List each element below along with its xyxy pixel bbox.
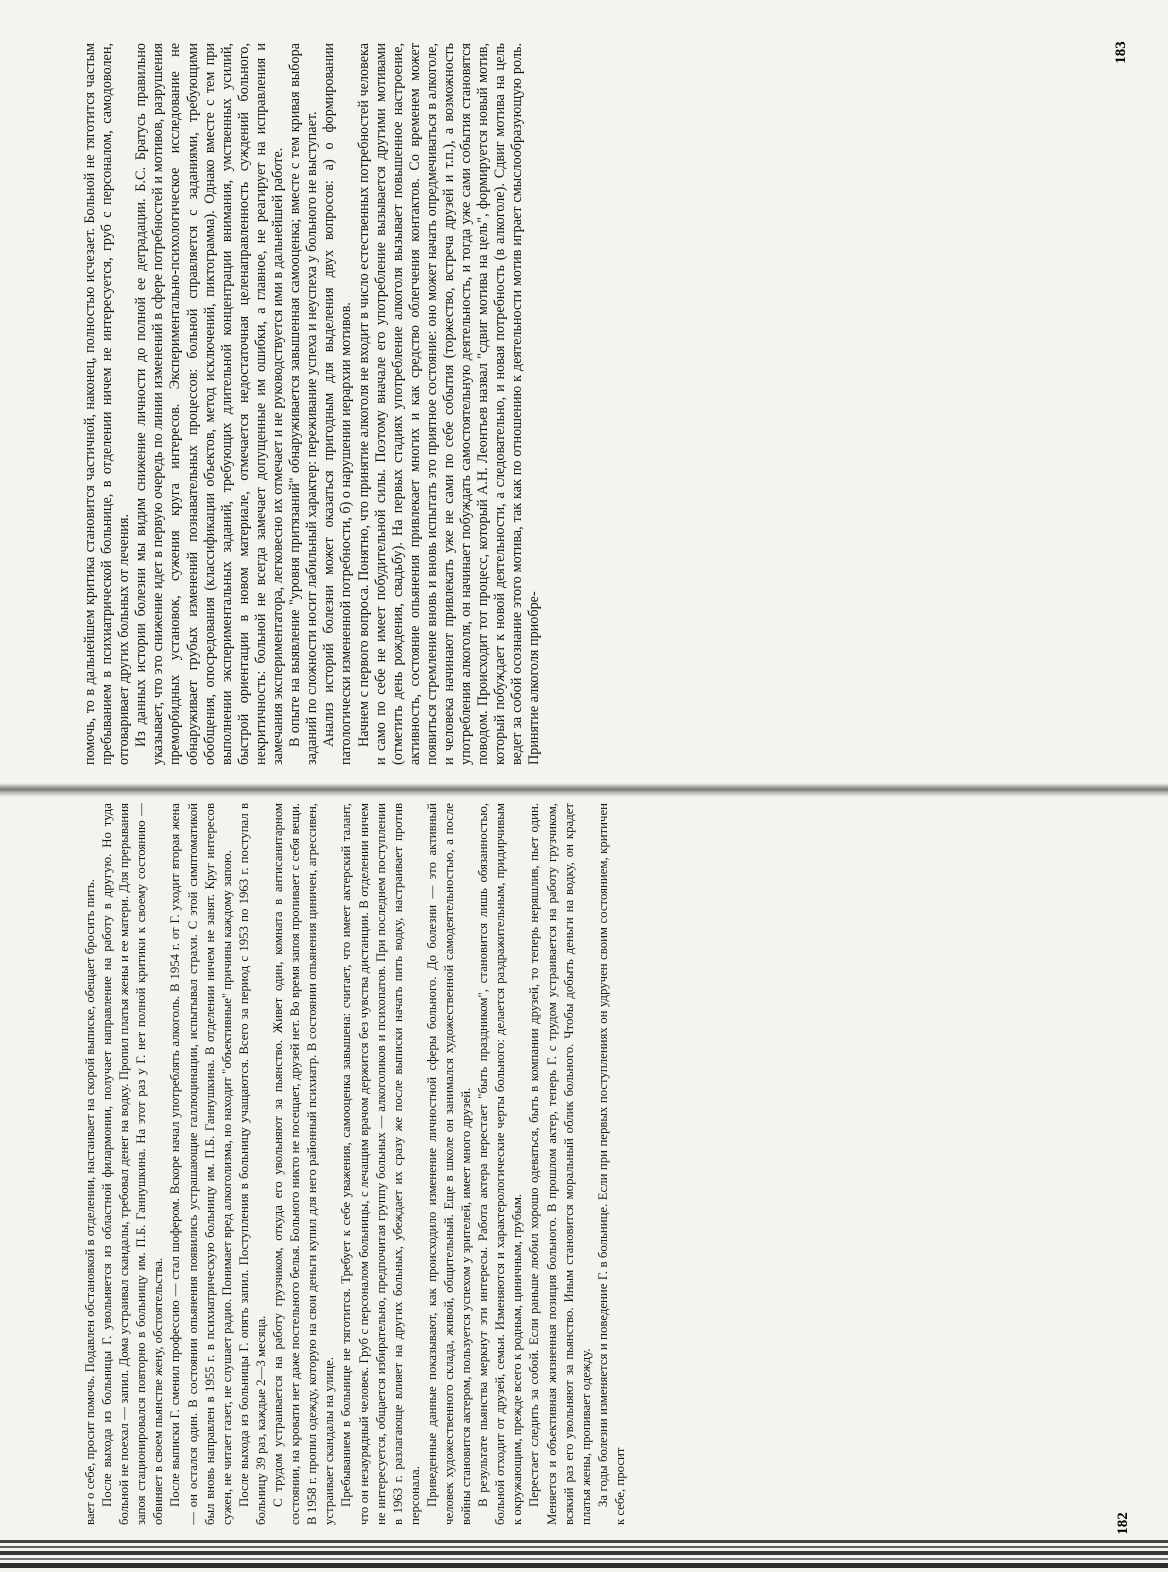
paragraph: После выхода из больницы Г. опять запил. Поступления в больницу учащаются. Всего за период с 1953 по 1963 г. поступал в больницу 39 раз, каждые 2—3 месяца. <box>236 803 268 1525</box>
paragraph: Анализ историй болезни может оказаться пригодным для выделения двух вопросов: а) о формировании патологически измененной потребности, б) о нарушении иерархии мотивов. <box>321 43 355 765</box>
paragraph: Перестает следить за собой. Если раньше любил хорошо одеваться, быть в компании друзей, то теперь неряшлив, пьет один. Меняется и объективная жизненная позиция больного. В прошлом актер, теперь Г. с трудом устраивается на работу грузчиком, всякий раз его увольняют за пьянство. Иным становится моральный облик больного. Чтобы добыть деньги на водку, он крадет платья жены, пропивает одежду. <box>527 803 593 1525</box>
paragraph: вает о себе, просит помочь. Подавлен обстановкой в отделении, настаивает на скорой выписке, обещает бросить пить. <box>83 879 97 1525</box>
paragraph: Пребыванием в больнице не тяготится. Требует к себе уважения, самооценка завышена: считает, что имеет актерский талант, что он незаурядный человек. Груб с персоналом больницы, с лечащим врачом держится без чувства дистанции. В отделении ничем не интересуется, общается избирательно, предпочитая группу больных — алкоголиков и психопатов. При последнем поступлении в 1963 г. разлагающе влияет на других больных, убеждает их сразу же после выписки начать пить водку, настраивает против персонала. <box>339 803 422 1525</box>
page-number-182: 182 <box>1114 1512 1131 1535</box>
paragraph: Начнем с первого вопроса. Понятно, что принятие алкоголя не входит в число естественных потребностей человека и само по себе не имеет побудительной силы. Поэтому вначале его употребление вызывается другими мотивами (отметить день рождения, свадьбу). На первых стадиях употребление алкоголя вызывает повышенное настроение, активность, состояние опьянения привлекает многих и как средство облегчения контактов. Со временем может появиться стремление вновь и вновь испытать это приятное состояние: оно может начать опредмечиваться в алкоголе, и человека начинают привлекать уже не сами по себе события (торжество, встреча друзей и т.п.), а возможность употребления алкоголя, он начинает побуждать самостоятельную деятельность, и тогда уже сами события становятся поводом. Происходит тот процесс, который А.Н. Леонтьев назвал "сдвиг мотива на цель", формируется новый мотив, который побуждает к новой деятельности, а следовательно, и новая потребность (в алкоголе). Сдвиг мотива на цель ведет за собой осознание этого мотива, так как по отношению к деятельности мотив играет смыслообразующую роль. Принятие алкоголя приобре- <box>355 43 543 765</box>
paragraph: За годы болезни изменяется и поведение Г. в больнице. Если при первых поступлениях он удручен своим состоянием, критичен к себе, просит <box>595 803 627 1525</box>
page-182-text <box>82 803 1132 1525</box>
paragraph: Из данных истории болезни мы видим снижение личности до полной ее деградации. Б.С. Братусь правильно указывает, что это снижение идет в первую очередь по линии изменений в сфере потребностей и мотивов, разрушения преморбидных установок, сужения круга интересов. Экспериментально-психологическое исследование не обнаруживает грубых изменений познавательных процессов: больной справляется с заданиями, требующими обобщения, опосредования (классификации объектов, метод исключений, пиктограмма). Однако вместе с тем при выполнении экспериментальных заданий, требующих длительной концентрации внимания, умственных усилий, быстрой ориентации в новом материале, отмечается недостаточная целенаправленность суждений больного, некритичность: больной не всегда замечает допущенные им ошибки, а главное, не реагирует на исправления и замечания экспериментатора, легковесно их отмечает и не руководствуется ими в дальнейшей работе. <box>133 43 287 765</box>
paragraph: В результате пьянства меркнут эти интересы. Работа актера перестает "быть праздником", становится лишь обязанностью, больной отходит от друзей, семьи. Изменяются и характерологические черты больного: делается раздражительным, придирчивым к окружающим, прежде всего к родным, циничным, грубым. <box>476 803 525 1525</box>
paragraph: С трудом устраивается на работу грузчиком, откуда его увольняют за пьянство. Живет один, комната в антисанитарном состоянии, на кровати нет даже постельного белья. Больного никто не посещает, друзей нет. Во время запоя пропивает с себя вещи. В 1958 г. пропил одежду, которую на свои деньги купил для него районный психиатр. В состоянии опьянения циничен, агрессивен, устраивает скандалы на улице. <box>271 803 337 1525</box>
paragraph: После выписки Г. сменил профессию — стал шофером. Вскоре начал употреблять алкоголь. В 1954 г. от Г. уходит вторая жена — он остался один. В состоянии опьянения появились устрашающие галлюцинации, испытывал страхи. С этой симптоматикой был вновь направлен в 1955 г. в психиатрическую больницу им. П.Б. Ганнушкина. В отделении ничем не занят. Круг интересов сужен, не читает газет, не слушает радио. Понимает вред алкоголизма, но находит "объективные" причины каждому запою. <box>168 803 234 1525</box>
page-183-text <box>82 43 1132 765</box>
paragraph: После выхода из больницы Г. увольняется из областной филармонии, получает направление на работу в другую. Но туда больной не поехал — запил. Дома устраивал скандалы, требовал денег на водку. Пропил платья жены и ее матери. Для прерывания запоя стационировался повторно в больницу им. П.Б. Ганнушкина. На этот раз у Г. нет полной критики к своему состоянию — обвиняет в своем пьянстве жену, обстоятельства. <box>100 803 166 1525</box>
paragraph: помочь, то в дальнейшем критика становится частичной, наконец, полностью исчезает. Больной не тяготится частым пребыванием в психиатрической больнице, в отделении ничем не интересуется, груб с персоналом, самодоволен, отговаривает других больных от лечения. <box>82 43 133 765</box>
page-number-183: 183 <box>1112 41 1129 64</box>
page-183 <box>82 43 1132 765</box>
book-gutter-shadow <box>0 783 1168 797</box>
page-182 <box>82 803 1132 1525</box>
paragraph: В опыте на выявление "уровня притязаний" обнаруживается завышенная самооценка; вместе с тем кривая выбора заданий по сложности носит лабильный характер: переживание успеха и неуспеха у больного не выступает. <box>287 43 321 765</box>
paragraph: Приведенные данные показывают, как происходило изменение личностной сферы больного. До болезни — это активный человек художественного склада, живой, общительный. Еще в школе он занимался художественной самодеятельностью, а после войны становится актером, пользуется успехом у зрителей, имеет много друзей. <box>424 803 474 1525</box>
